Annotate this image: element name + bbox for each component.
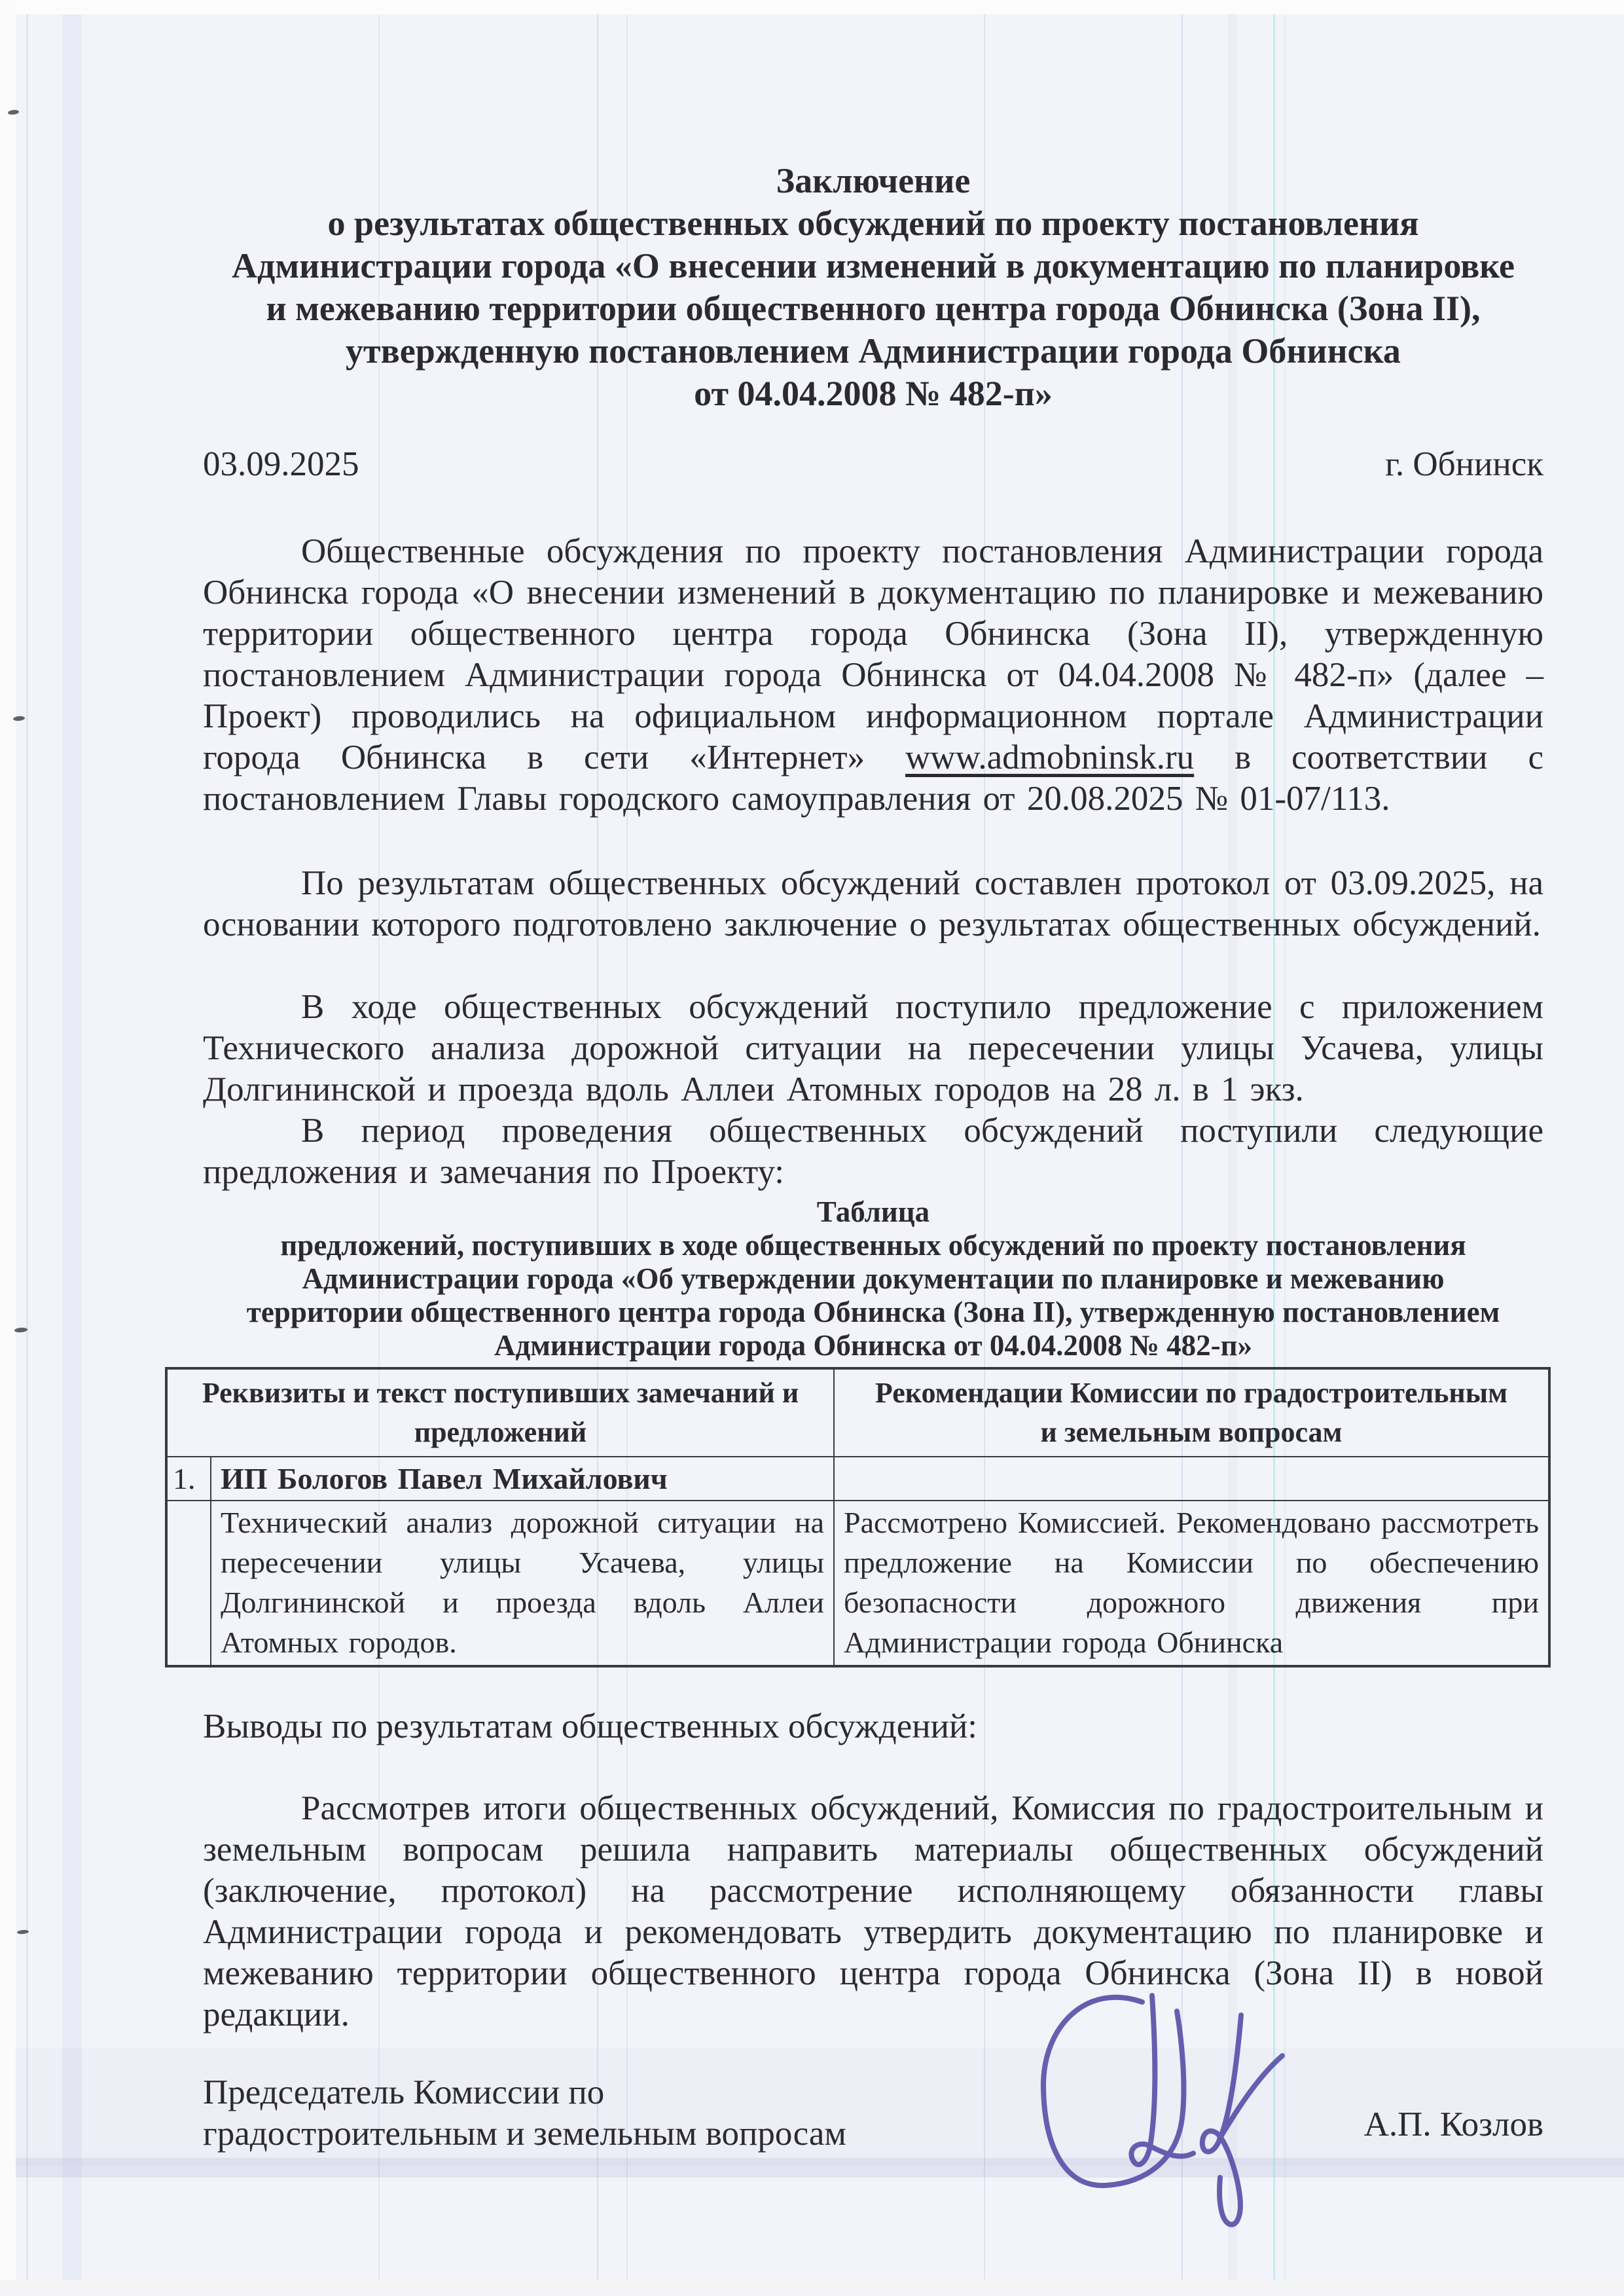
signature-stroke (1043, 1997, 1183, 2185)
paragraph-proposals-intro: В период проведения общественных обсуждений поступили следующие предложения и замечания по Проекту: (203, 1112, 1543, 1191)
scan-dark-band (16, 2158, 1624, 2178)
scan-streak (62, 14, 82, 2280)
signer-name: А.П. Козлов (1363, 2105, 1543, 2143)
applicant-name-cell: ИП Бологов Павел Михайлович (211, 1457, 834, 1501)
row-number-cell: 1. (166, 1457, 211, 1501)
proposal-text-cell: Технический анализ дорожной ситуации на пересечении улицы Усачева, улицы Долгининской и проезда вдоль Аллеи Атомных городов. (211, 1501, 834, 1666)
title-line: Заключение (776, 161, 971, 200)
portal-url-text: www.admobninsk.ru (905, 738, 1195, 776)
paragraph-proposal-received: В ходе общественных обсуждений поступило предложение с приложением Технического анализа дорожной ситуации на пересечении улицы Усачева, улицы Долгининской и проезда вдоль Аллеи Атомных городов на 28 л. в 1 экз. (203, 988, 1543, 1108)
paragraph-protocol: По результатам общественных обсуждений составлен протокол от 03.09.2025, на основании которого подготовлено заключение о результатах общественных обсуждений. (203, 864, 1543, 943)
handwritten-signature (1021, 1977, 1309, 2239)
paragraph-text: в соответствии с постановлением Главы городского самоуправления от 20.08.2025 № 01-07/113. (203, 738, 1543, 818)
document-place: г. Обнинск (1385, 445, 1543, 483)
header-cell-line: Реквизиты и текст поступивших замечаний и (202, 1377, 799, 1409)
signer-role (203, 2072, 846, 2155)
table-caption-line: Администрации города Обнинска от 04.04.2008 № 482-п» (494, 1329, 1253, 1362)
proposals-table (165, 1367, 1551, 1667)
document-date: 03.09.2025 (203, 445, 359, 483)
title-line: и межеванию территории общественного центра города Обнинска (Зона II), (266, 289, 1481, 328)
paragraph-text: Общественные обсуждения по проекту постановления Администрации города Обнинска города «О внесении изменений в документацию по планировке и межеванию территории общественного центра города Обнинска (Зона II), утвержденную постановлением Администрации города Обнинска от 04.04.2008 № 482-п» (далее – Проект) проводились на официальном информационном портале Администрации города Обнинска в сети «Интернет» (203, 532, 1543, 776)
header-cell-remarks (166, 1368, 834, 1457)
signer-role-line: Председатель Комиссии по (203, 2073, 605, 2111)
signature-stroke (1202, 2015, 1241, 2225)
table-row (166, 1457, 1549, 1501)
scan-edge-top (0, 0, 1624, 14)
title-line: о результатах общественных обсуждений по проекту постановления (327, 204, 1419, 243)
scan-streak (26, 14, 28, 2280)
dateline (203, 444, 1543, 485)
signer-role-line: градостроительным и земельным вопросам (203, 2115, 846, 2153)
title-line: от 04.04.2008 № 482-п» (694, 374, 1053, 413)
recommendation-cell (834, 1457, 1549, 1501)
table-caption (203, 1195, 1543, 1362)
table-row (166, 1501, 1549, 1666)
header-cell-line: Рекомендации Комиссии по градостроительным (875, 1377, 1508, 1409)
recommendation-cell: Рассмотрено Комиссией. Рекомендовано рассмотреть предложение на Комиссии по обеспечению безопасности дорожного движения при Администрации города Обнинска (834, 1501, 1549, 1666)
header-cell-line: предложений (414, 1416, 587, 1448)
row-number-cell (166, 1501, 211, 1666)
signature-block (203, 2072, 1543, 2155)
scan-edge-left (0, 0, 16, 2296)
scan-edge-bottom (0, 2280, 1624, 2296)
table-caption-line: предложений, поступивших в ходе общественных обсуждений по проекту постановления (280, 1229, 1466, 1262)
table-header-row (166, 1368, 1549, 1457)
conclusions-heading: Выводы по результатам общественных обсуждений: (203, 1707, 978, 1745)
scan-speck (13, 716, 26, 721)
title-line: Администрации города «О внесении изменений в документацию по планировке (232, 246, 1515, 285)
table-caption-line: Таблица (816, 1195, 930, 1228)
table-caption-line: территории общественного центра города Обнинска (Зона II), утвержденную постановлением (246, 1296, 1500, 1328)
header-cell-recommendations (834, 1368, 1549, 1457)
header-cell-line: и земельным вопросам (1040, 1416, 1343, 1448)
paragraph-discussions-held (203, 531, 1543, 820)
final-paragraph: Рассмотрев итоги общественных обсуждений, Комиссия по градостроительным и земельным вопросам решила направить материалы общественных обсуждений (заключение, протокол) на рассмотрение исполняющему обязанности главы Администрации города и рекомендовать утвердить документацию по планировке и межеванию территории общественного центра города Обнинска (Зона II) в новой редакции. (203, 1789, 1543, 2033)
document-title (203, 160, 1543, 415)
scan-speck (8, 109, 20, 115)
table-caption-line: Администрации города «Об утверждении документации по планировке и межеванию (302, 1262, 1445, 1295)
title-line: утвержденную постановлением Администрации города Обнинска (346, 331, 1401, 371)
